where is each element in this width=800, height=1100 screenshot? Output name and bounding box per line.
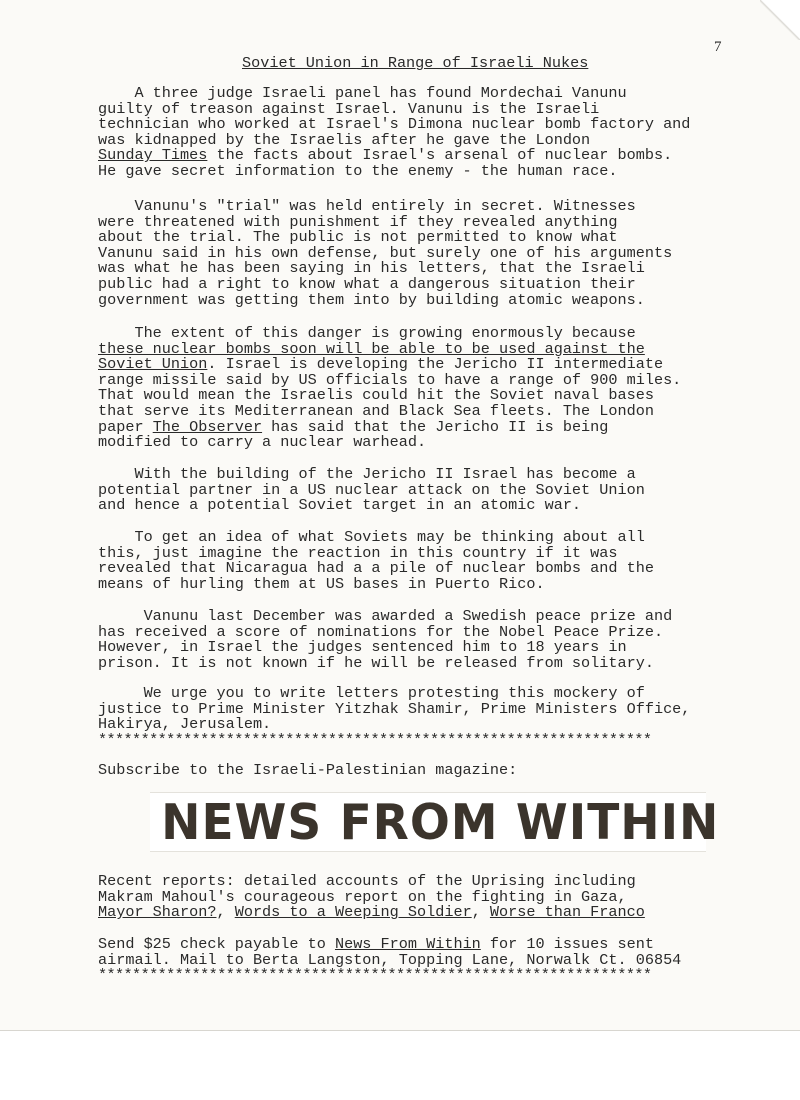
page-number: 7 — [714, 39, 722, 55]
p6-line-1: Vanunu last December was awarded a Swedish peace prize and — [98, 607, 673, 625]
paragraph-3 — [98, 326, 681, 451]
p2-line-2: were threatened with punishment if they revealed anything — [98, 212, 618, 231]
p1-line-1: A three judge Israeli panel has found Mordechai Vanunu — [98, 84, 627, 102]
reports-sep-1: , — [216, 903, 235, 922]
p3-line-3: . Israel is developing the Jericho II intermediate — [207, 355, 664, 374]
p7-line-1: We urge you to write letters protesting this mockery of — [98, 684, 645, 702]
page-corner-fold — [760, 0, 800, 40]
p2-line-3: about the trial. The public is not permitted to know what — [98, 228, 618, 247]
p4-line-1: With the building of the Jericho II Israel has become a — [98, 465, 636, 483]
p1-line-4: was kidnapped by the Israelis after he gave the London — [98, 130, 591, 149]
p5-line-4: means of hurling them at US bases in Puerto Rico. — [98, 574, 545, 593]
send-line-1-rest: for 10 issues sent — [480, 935, 654, 953]
subscribe-line: Subscribe to the Israeli-Palestinian magazine: — [98, 761, 518, 779]
reports-line-1: Recent reports: detailed accounts of the Uprising including — [98, 872, 636, 890]
separator-bottom: ***************************************************************** — [98, 966, 652, 984]
paragraph-7 — [98, 686, 690, 733]
masthead-title: NEWS FROM WITHIN — [161, 794, 720, 851]
paragraph-5 — [98, 530, 654, 592]
reports-sep-2: , — [471, 903, 490, 922]
the-observer-ref: The Observer — [152, 417, 263, 436]
p1-line-2: guilty of treason against Israel. Vanunu is the Israeli — [98, 99, 600, 118]
p3-underlined-line-2: these nuclear bombs soon will be able to be used against the — [98, 339, 645, 358]
p3-line-5: That would mean the Israelis could hit the Soviet naval bases — [98, 386, 654, 405]
reports-block — [98, 874, 645, 921]
p3-line-7-rest: has said that the Jericho II is being — [262, 417, 609, 436]
p2-line-7: government was getting them into by building atomic weapons. — [98, 290, 645, 309]
p1-line-5: the facts about Israel's arsenal of nuclear bombs. — [207, 146, 673, 165]
p3-line-4: range missile said by US officials to have a range of 900 miles. — [98, 370, 682, 389]
p3-line-1: The extent of this danger is growing enormously because — [98, 324, 636, 342]
masthead-banner — [150, 792, 720, 852]
paragraph-2 — [98, 199, 672, 308]
p3-line-8: modified to carry a nuclear warhead. — [98, 433, 427, 452]
page-bottom-edge — [0, 1030, 800, 1100]
p5-line-1: To get an idea of what Soviets may be thinking about all — [98, 528, 645, 546]
separator-top: ***************************************************************** — [98, 731, 652, 749]
p1-line-3: technician who worked at Israel's Dimona nuclear bomb factory and — [98, 115, 691, 134]
send-line-1-pre: Send $25 check payable to — [98, 935, 335, 953]
send-block — [98, 937, 681, 968]
p4-line-2: potential partner in a US nuclear attack on the Soviet Union — [98, 480, 645, 499]
p2-line-1: Vanunu's "trial" was held entirely in secret. Witnesses — [98, 197, 636, 215]
send-line-2: airmail. Mail to Berta Langston, Topping Lane, Norwalk Ct. 06854 — [98, 950, 682, 969]
p1-line-6: He gave secret information to the enemy - the human race. — [98, 161, 618, 180]
p6-line-2: has received a score of nominations for the Nobel Peace Prize. — [98, 622, 664, 641]
p7-line-2: justice to Prime Minister Yitzhak Shamir, Prime Ministers Office, — [98, 699, 691, 718]
p6-line-4: prison. It is not known if he will be released from solitary. — [98, 653, 654, 672]
news-from-within-ref: News From Within — [334, 935, 481, 953]
paragraph-1 — [98, 86, 690, 180]
p4-line-3: and hence a potential Soviet target in an atomic war. — [98, 496, 582, 515]
paragraph-6 — [98, 609, 672, 671]
p7-line-3: Hakirya, Jerusalem. — [98, 715, 272, 734]
p5-line-2: this, just imagine the reaction in this country if it was — [98, 543, 618, 562]
article-title: Soviet Union in Range of Israeli Nukes — [242, 54, 589, 72]
report-weeping-soldier: Words to a Weeping Soldier — [234, 903, 472, 922]
reports-line-2: Makram Mahoul's courageous report on the fighting in Gaza, — [98, 887, 627, 906]
p3-line-7-pre: paper — [98, 417, 153, 436]
p2-line-5: was what he has been saying in his letters, that the Israeli — [98, 259, 645, 278]
soviet-union-ref: Soviet Union — [98, 355, 208, 374]
p5-line-3: revealed that Nicaragua had a a pile of nuclear bombs and the — [98, 559, 654, 578]
report-worse-than-franco: Worse than Franco — [489, 903, 645, 922]
p6-line-3: However, in Israel the judges sentenced him to 18 years in — [98, 638, 627, 657]
sunday-times-ref: Sunday Times — [98, 146, 208, 165]
p2-line-4: Vanunu said in his own defense, but surely one of his arguments — [98, 243, 673, 262]
report-mayor-sharon: Mayor Sharon? — [98, 903, 217, 922]
p2-line-6: public had a right to know what a dangerous situation their — [98, 274, 636, 293]
paragraph-4 — [98, 467, 645, 514]
p3-line-6: that serve its Mediterranean and Black Sea fleets. The London — [98, 401, 654, 420]
